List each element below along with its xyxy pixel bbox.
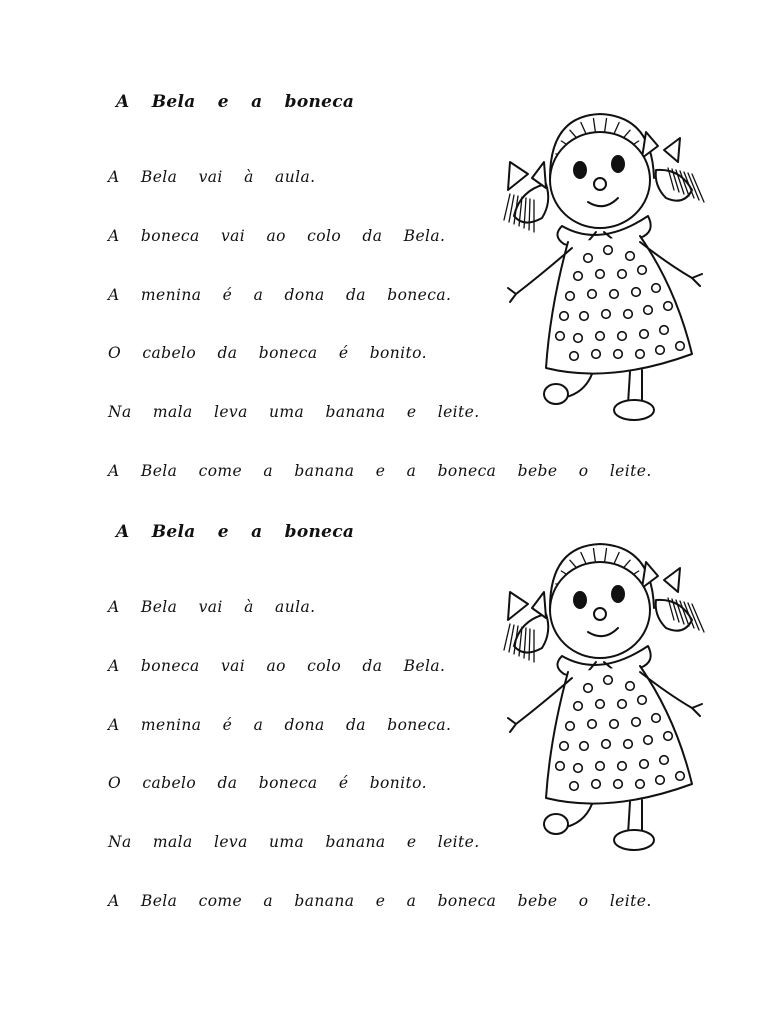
- story-line: A boneca vai ao colo da Bela.: [108, 227, 446, 245]
- story-line: Na mala leva uma banana e leite.: [108, 403, 480, 421]
- doll-drawing: [480, 528, 720, 858]
- story-title: A Bela e a boneca: [116, 92, 355, 112]
- story-title: A Bela e a boneca: [116, 522, 355, 542]
- rag-doll-illustration: [480, 528, 720, 858]
- story-line: Na mala leva uma banana e leite.: [108, 833, 480, 851]
- story-line: A Bela vai à aula.: [108, 168, 316, 186]
- story-line: A boneca vai ao colo da Bela.: [108, 657, 446, 675]
- story-section-1: [0, 80, 768, 530]
- story-line: A Bela vai à aula.: [108, 598, 316, 616]
- story-line: A menina é a dona da boneca.: [108, 716, 452, 734]
- story-line: O cabelo da boneca é bonito.: [108, 774, 427, 792]
- rag-doll-illustration: [480, 98, 720, 428]
- story-line: O cabelo da boneca é bonito.: [108, 344, 427, 362]
- story-section-2: [0, 510, 768, 960]
- story-line: A Bela come a banana e a boneca bebe o leite.: [108, 462, 652, 480]
- story-line: A menina é a dona da boneca.: [108, 286, 452, 304]
- story-line: A Bela come a banana e a boneca bebe o leite.: [108, 892, 652, 910]
- doll-drawing: [480, 98, 720, 428]
